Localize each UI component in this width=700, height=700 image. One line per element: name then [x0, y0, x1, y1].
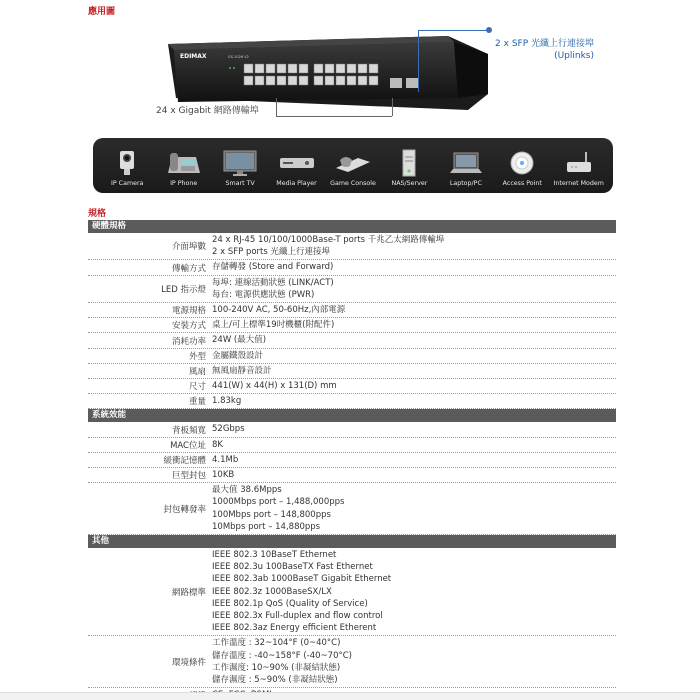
- device-label: Laptop/PC: [449, 180, 482, 187]
- spec-value-line: 100Mbps port – 148,800pps: [212, 509, 331, 520]
- spec-key: 介面埠數: [171, 242, 206, 253]
- spec-value: [212, 394, 616, 408]
- rj45-port: [347, 64, 356, 73]
- spec-row: [88, 453, 616, 468]
- spec-value-line: 儲存濕度 : 5~90% (非凝結狀態): [212, 675, 338, 686]
- device-ip-camera: [100, 149, 154, 187]
- performance-heading: 系統效能: [88, 409, 616, 422]
- spec-row: [88, 303, 616, 318]
- rj45-port: [347, 76, 356, 85]
- rj45-port: [244, 76, 253, 85]
- access-point-icon: [500, 149, 544, 177]
- device-label: Media Player: [276, 180, 317, 187]
- spec-key: 重量: [188, 397, 206, 408]
- rj45-port: [277, 76, 286, 85]
- spec-value-line: IEEE 802.3x Full-duplex and flow control: [212, 611, 383, 622]
- spec-value-line: 無風扇靜音設計: [212, 365, 272, 376]
- rj45-port: [255, 64, 264, 73]
- spec-key: 風扇: [188, 366, 206, 377]
- spec-value-line: 1.83kg: [212, 396, 242, 407]
- spec-row: [88, 468, 616, 483]
- device-access-point: [495, 149, 549, 187]
- spec-value-line: 1000Mbps port – 1,488,000pps: [212, 497, 345, 508]
- gigabit-callout: 24 x Gigabit 網路傳輸埠: [156, 106, 259, 116]
- spec-value-line: 441(W) x 44(H) x 131(D) mm: [212, 381, 337, 392]
- spec-value: [212, 260, 616, 274]
- rj45-port: [369, 76, 378, 85]
- spec-value-line: IEEE 802.3 10BaseT Ethernet: [212, 550, 337, 561]
- uplink-callout-line: [418, 30, 488, 31]
- spec-value-line: IEEE 802.1p QoS (Quality of Service): [212, 598, 368, 609]
- spec-value: [212, 379, 616, 393]
- game-console-icon: [331, 149, 375, 177]
- spec-value-line: 8K: [212, 439, 223, 450]
- uplink-line1: 2 x SFP 光纖上行連接埠: [495, 39, 594, 49]
- spec-row: [88, 379, 616, 394]
- spec-value-line: 10Mbps port – 14,880pps: [212, 521, 321, 532]
- spec-key: 電源規格: [171, 306, 206, 317]
- rj45-port: [336, 76, 345, 85]
- spec-value-line: 4.1Mb: [212, 454, 239, 465]
- switch-model: GS-1026 V2: [228, 55, 249, 59]
- device-bar: [93, 138, 613, 193]
- spec-value-line: 工作溫度 : 32~104°F (0~40°C): [212, 638, 341, 649]
- spec-key: LED 指示燈: [161, 284, 206, 295]
- spec-key: 封包轉發率: [163, 504, 206, 515]
- spec-value-line: IEEE 802.3u 100BaseTX Fast Ethernet: [212, 562, 373, 573]
- uplink-line2: (Uplinks): [554, 51, 594, 61]
- rj45-port: [325, 76, 334, 85]
- rj45-port: [325, 64, 334, 73]
- spec-row: [88, 318, 616, 333]
- spec-value: [212, 333, 616, 347]
- spec-value-line: IEEE 802.3ab 1000BaseT Gigabit Ethernet: [212, 574, 392, 585]
- rj45-port: [299, 76, 308, 85]
- ip-camera-icon: [105, 149, 149, 177]
- spec-value-line: 金屬鐵殼設計: [212, 350, 264, 361]
- spec-value: [212, 636, 616, 687]
- spec-key: 緩衝記憶體: [163, 455, 206, 466]
- device-game-console: [326, 149, 380, 187]
- spec-row: [88, 483, 616, 535]
- rj45-port: [299, 64, 308, 73]
- hardware-rows: [88, 233, 616, 409]
- smart-tv-icon: [218, 149, 262, 177]
- spec-value: [212, 303, 616, 317]
- spec-value: [212, 468, 616, 482]
- spec-value-line: 存儲轉發 (Store and Forward): [212, 262, 334, 273]
- page-footer-strip: [0, 692, 700, 700]
- rj45-port: [266, 76, 275, 85]
- spec-key: MAC位址: [170, 440, 206, 451]
- gigabit-callout-line: [392, 98, 393, 116]
- spec-value-line: IEEE 802.3az Energy efficient Etherent: [212, 623, 377, 634]
- spec-value-line: 儲存溫度 : -40~158°F (-40~70°C): [212, 650, 352, 661]
- device-media-player: [270, 149, 324, 187]
- spec-value-line: 每埠: 連線活動狀態 (LINK/ACT): [212, 277, 334, 288]
- rj45-port: [336, 64, 345, 73]
- spec-value-line: 100-240V AC, 50-60Hz,內部電源: [212, 305, 346, 316]
- spec-value-line: 每台: 電源供應狀態 (PWR): [212, 289, 315, 300]
- spec-key: 外型: [188, 351, 206, 362]
- rj45-port: [288, 76, 297, 85]
- spec-value-line: 10KB: [212, 470, 235, 481]
- device-nas-server: [382, 149, 436, 187]
- spec-value: [212, 233, 616, 259]
- spec-value-line: 52Gbps: [212, 424, 245, 435]
- rj45-port: [358, 76, 367, 85]
- spec-table: [88, 220, 616, 700]
- switch-image: [168, 36, 488, 110]
- spec-value-line: 工作濕度: 10~90% (非凝結狀態): [212, 662, 341, 673]
- spec-key: 環境條件: [171, 657, 206, 668]
- spec-row: [88, 349, 616, 364]
- rj45-port: [244, 64, 253, 73]
- spec-key: 安裝方式: [171, 321, 206, 332]
- spec-value-line: 2 x SFP ports 光纖上行連接埠: [212, 247, 331, 258]
- rj45-port: [369, 64, 378, 73]
- spec-value: [212, 318, 616, 332]
- spec-value-line: IEEE 802.3z 1000BaseSX/LX: [212, 586, 332, 597]
- spec-value-line: 24 x RJ-45 10/100/1000Base-T ports 千兆乙太網路傳輸埠: [212, 235, 445, 245]
- device-laptop: [439, 149, 493, 187]
- rj45-port: [288, 64, 297, 73]
- laptop-icon: [444, 149, 488, 177]
- device-smart-tv: [213, 149, 267, 187]
- spec-value-line: 桌上/可上標準19吋機櫃(附配件): [212, 320, 335, 331]
- spec-row: [88, 438, 616, 453]
- device-modem: [552, 149, 606, 187]
- spec-value-line: 最大值 38.6Mpps: [212, 485, 282, 496]
- modem-icon: [557, 149, 601, 177]
- spec-row: [88, 422, 616, 437]
- gigabit-callout-line: [276, 116, 392, 117]
- uplink-callout: [460, 38, 594, 62]
- spec-value: [212, 276, 616, 302]
- rj45-port: [358, 64, 367, 73]
- spec-value: [212, 422, 616, 436]
- nas-server-icon: [387, 149, 431, 177]
- rj45-port: [266, 64, 275, 73]
- device-label: Access Point: [502, 180, 542, 187]
- spec-value: [212, 438, 616, 452]
- spec-value: [212, 453, 616, 467]
- spec-row: [88, 636, 616, 688]
- other-heading: 其他: [88, 535, 616, 548]
- spec-row: [88, 233, 616, 260]
- spec-key: 網路標準: [171, 587, 206, 598]
- spec-row: [88, 364, 616, 379]
- spec-row: [88, 548, 616, 636]
- spec-key: 傳輸方式: [171, 263, 206, 274]
- application-title: 應用圖: [88, 7, 116, 17]
- hardware-heading: 硬體規格: [88, 220, 616, 233]
- rj45-port: [314, 64, 323, 73]
- device-label: Game Console: [330, 180, 376, 187]
- ip-phone-icon: [162, 149, 206, 177]
- device-label: IP Camera: [111, 180, 144, 187]
- spec-row: [88, 276, 616, 303]
- device-label: Internet Modem: [553, 180, 604, 187]
- rj45-port: [314, 76, 323, 85]
- spec-row: [88, 394, 616, 409]
- device-label: IP Phone: [170, 180, 198, 187]
- spec-key: 巨型封包: [171, 471, 206, 482]
- rj45-port: [277, 64, 286, 73]
- performance-rows: [88, 422, 616, 535]
- spec-value: [212, 349, 616, 363]
- gigabit-callout-line: [276, 98, 277, 116]
- device-label: NAS/Server: [391, 180, 428, 187]
- uplink-callout-dot: [486, 27, 492, 33]
- media-player-icon: [275, 149, 319, 177]
- spec-title: 規格: [88, 209, 107, 219]
- spec-value: [212, 483, 616, 534]
- other-rows: [88, 548, 616, 700]
- switch-brand: EDIMAX: [180, 53, 207, 60]
- spec-row: [88, 260, 616, 275]
- spec-key: 背板頻寬: [171, 425, 206, 436]
- device-ip-phone: [157, 149, 211, 187]
- rj45-port: [255, 76, 264, 85]
- spec-value: [212, 548, 616, 635]
- spec-value: [212, 364, 616, 378]
- device-label: Smart TV: [225, 180, 255, 187]
- uplink-callout-line: [418, 30, 419, 92]
- spec-key: 尺寸: [188, 382, 206, 393]
- spec-row: [88, 333, 616, 348]
- spec-key: 消耗功率: [171, 336, 206, 347]
- spec-value-line: 24W (最大值): [212, 335, 267, 346]
